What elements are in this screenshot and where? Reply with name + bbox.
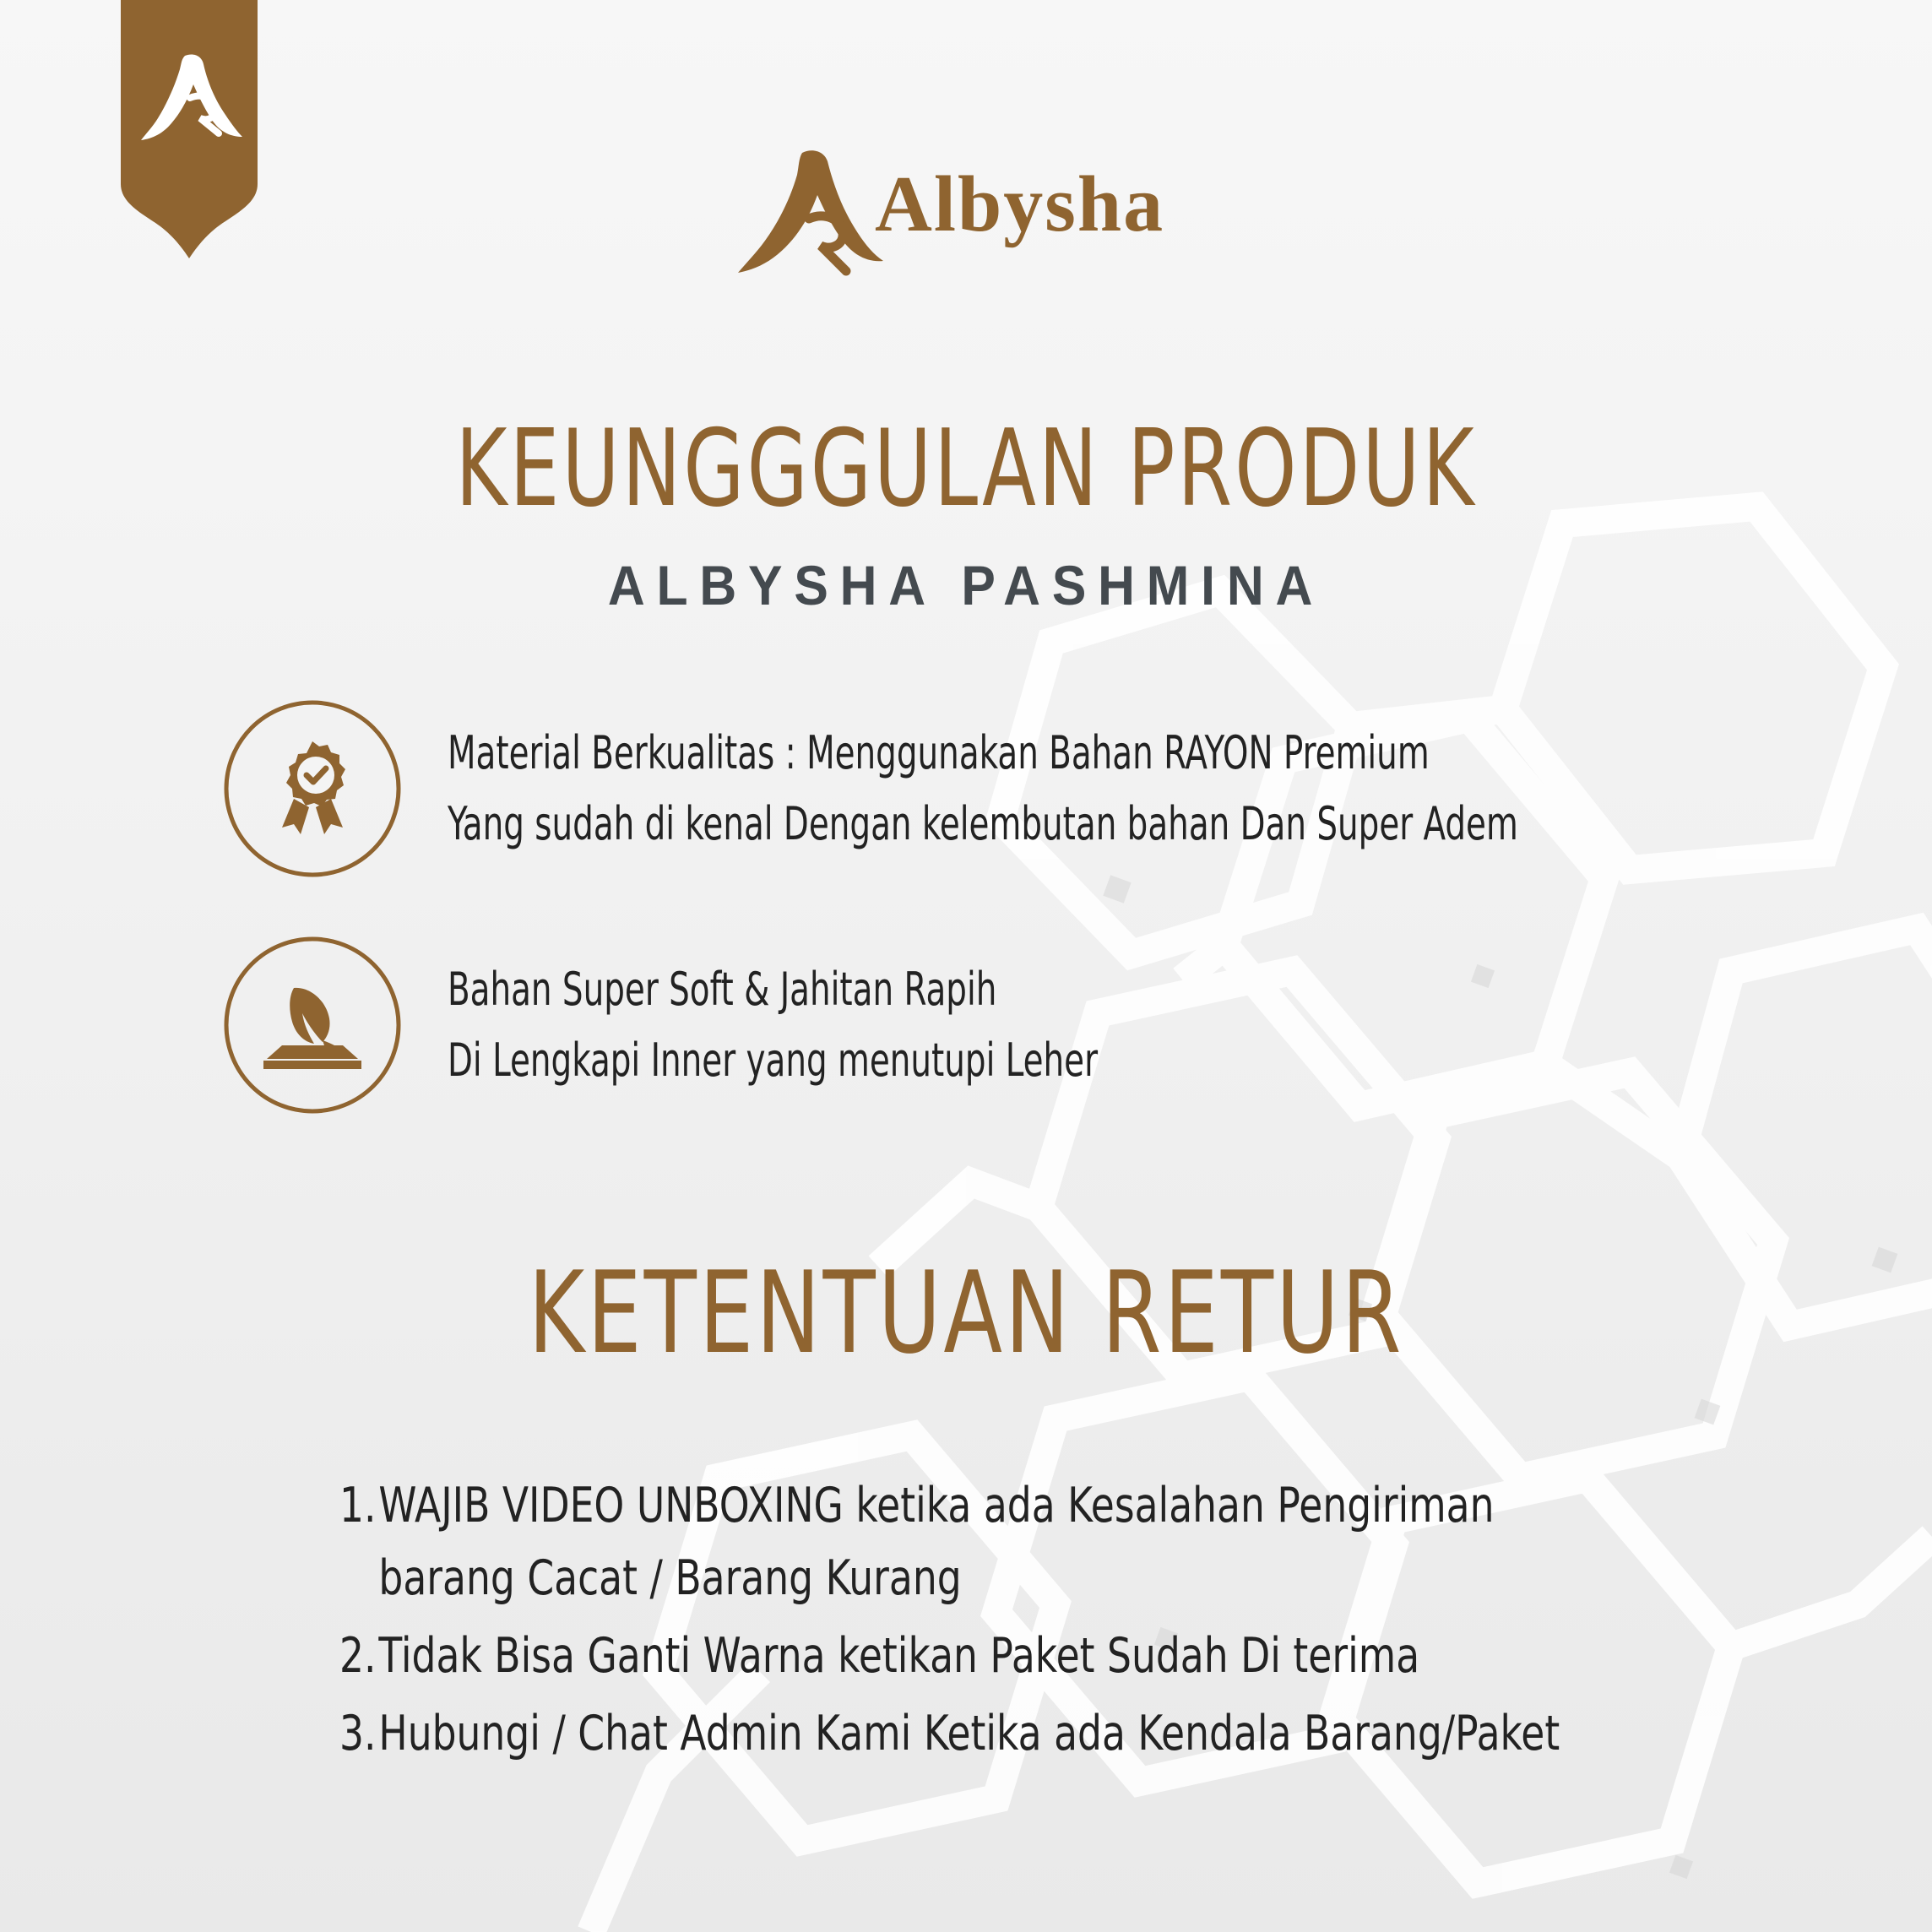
advantages-subtitle: ALBYSHA PASHMINA <box>607 554 1325 616</box>
list-item-number: 3. <box>339 1706 377 1761</box>
brand-ribbon <box>121 0 258 263</box>
list-item <box>339 1697 1560 1770</box>
list-item-line: Tidak Bisa Ganti Warna ketikan Paket Sudah Di terima <box>378 1628 1420 1684</box>
returns-list <box>339 1469 1560 1770</box>
feature-line: Di Lengkapi Inner yang menutupi Leher <box>448 1034 1099 1087</box>
brand-name: Albysha <box>875 160 1165 248</box>
list-item-number: 2. <box>339 1628 377 1684</box>
list-item <box>339 1620 1420 1692</box>
list-item <box>339 1469 1495 1615</box>
albysha-logo-mark-icon <box>733 148 885 283</box>
feature-line: Bahan Super Soft & Jahitan Rapih <box>448 963 997 1016</box>
list-item-line: Hubungi / Chat Admin Kami Ketika ada Kendala Barang/Paket <box>378 1706 1560 1761</box>
brand-logo <box>733 148 1206 283</box>
feature-softness-icon <box>223 936 402 1115</box>
feature-quality-text <box>448 718 1555 860</box>
list-item-number: 1. <box>339 1478 377 1533</box>
advantages-title: KEUNGGGULAN PRODUK <box>455 406 1477 530</box>
feature-line: Material Berkualitas : Menggunakan Bahan RAYON Premium <box>448 726 1430 779</box>
list-item-line: WAJIB VIDEO UNBOXING ketika ada Kesalahan Pengiriman <box>378 1478 1495 1533</box>
quality-badge-icon <box>223 699 402 878</box>
returns-title: KETENTUAN RETUR <box>528 1247 1404 1379</box>
feature-line: Yang sudah di kenal Dengan kelembutan bahan Dan Super Adem <box>448 797 1518 850</box>
list-item-line: barang Cacat / Barang Kurang <box>378 1550 962 1606</box>
feature-softness-text <box>448 954 1555 1096</box>
